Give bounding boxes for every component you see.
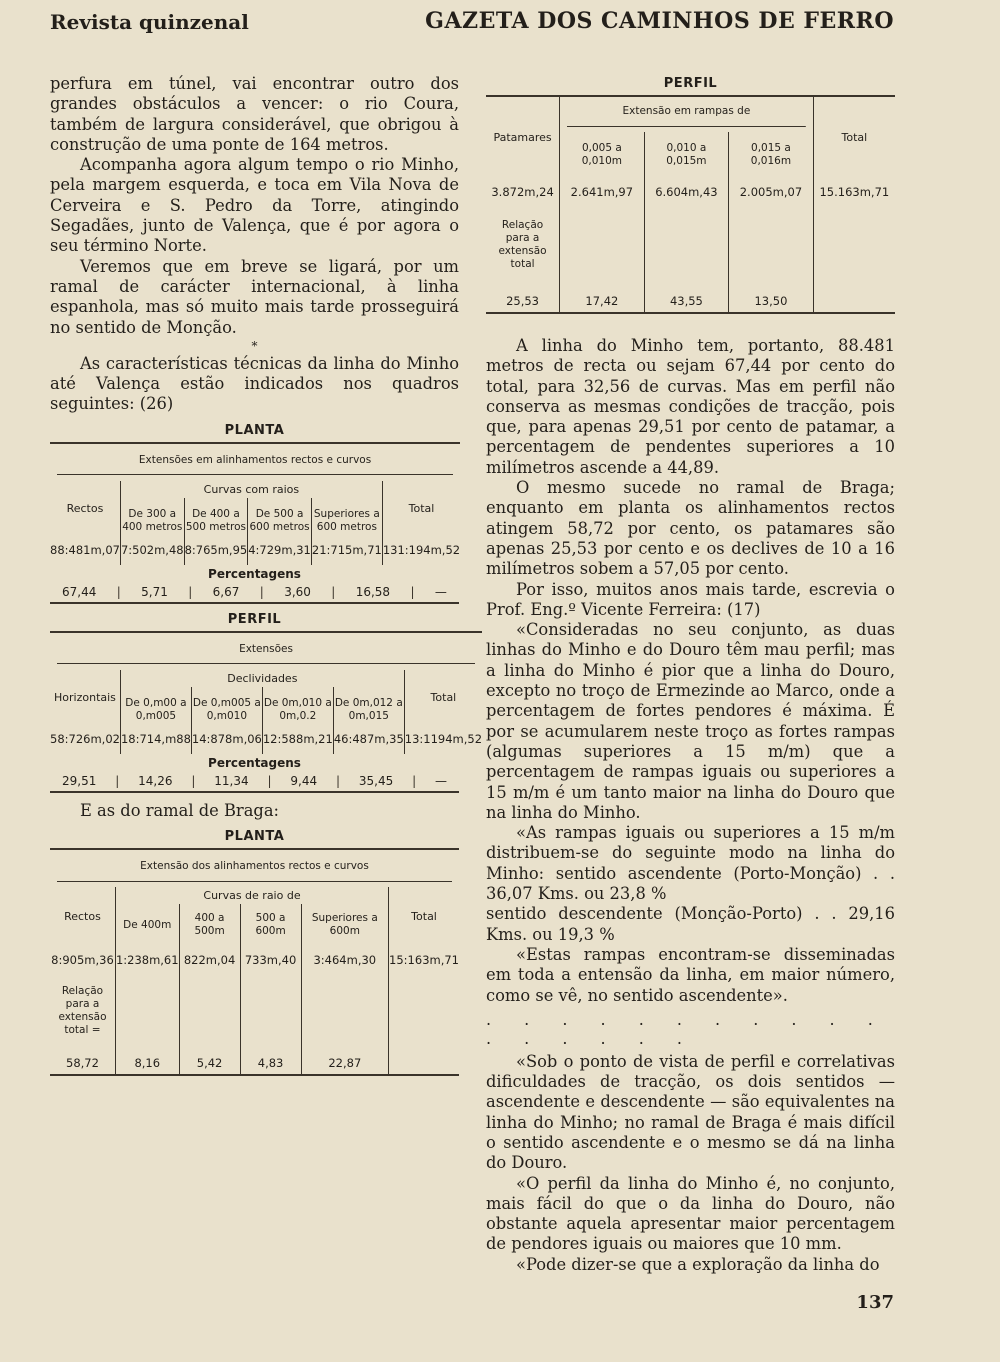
table-cell: 12:588m,21 — [262, 725, 333, 754]
column-header: De 400 a 500 metros — [184, 498, 248, 536]
percentages-title: Percentagens — [208, 566, 301, 581]
right-column — [486, 70, 895, 1275]
table-cell: 2.005m,07 — [729, 178, 814, 207]
table-title: PERFIL — [663, 76, 718, 91]
column-header: Rectos — [66, 501, 104, 515]
quote-paragraph: sentido descendente (Monção-Porto) . . 29,16 Kms. ou 19,3 % — [486, 904, 895, 944]
percentage-value: 6,67 — [212, 584, 240, 599]
table-cell: 88:481m,07 — [50, 542, 120, 557]
planta-minho-table — [50, 442, 460, 565]
row-label: Relação para a extensão total — [498, 219, 547, 270]
percentages-row: 29,51 | 14,26 | 11,34 | 9,44 | 35,45 | — — [50, 772, 459, 793]
table-cell: 4:729m,31 — [248, 536, 312, 565]
table-caption: Extensões — [50, 632, 482, 658]
running-header-title: GAZETA DOS CAMINHOS DE FERRO — [425, 8, 894, 34]
quote-paragraph: «Estas rampas encontram-se disseminadas em toda a entensão da linha, em maior número, como se vê, no sentido ascendente». — [486, 944, 895, 1005]
table-cell: 17,42 — [560, 283, 645, 313]
column-header: De 0,m005 a 0,m010 — [191, 687, 262, 725]
column-header: De 500 a 600 metros — [248, 498, 312, 536]
brace-divider — [57, 473, 453, 477]
quote-paragraph: «Pode dizer-se que a exploração da linha do — [516, 1254, 880, 1274]
percentages-title: Percentagens — [208, 755, 301, 770]
perfil-minho-table — [50, 631, 482, 754]
paragraph: E as do ramal de Braga: — [80, 800, 280, 820]
table-cell: 46:487m,35 — [333, 725, 404, 754]
planta-braga-table — [50, 848, 459, 1076]
perfil-braga-table — [486, 95, 895, 314]
table-cell: 43,55 — [644, 283, 729, 313]
table-title: PLANTA — [224, 829, 285, 845]
table-cell: 131:194m,52 — [382, 536, 460, 565]
table-cell: 8:765m,95 — [184, 536, 248, 565]
column-header: Total — [382, 481, 460, 536]
brace-divider — [567, 124, 806, 128]
column-header: Total — [389, 887, 459, 946]
percentage-value: 5,71 — [141, 584, 168, 599]
column-header: 0,005 a 0,010m — [560, 132, 645, 178]
column-header: 500 a 600m — [240, 904, 301, 946]
column-header: Total — [813, 96, 895, 178]
table-cell: 5,42 — [179, 1047, 240, 1075]
table-cell: 13:1194m,52 — [404, 725, 482, 754]
column-header: Total — [404, 670, 482, 725]
table-cell: 3.872m,24 — [491, 185, 554, 199]
paragraph: Por isso, muitos anos mais tarde, escrevia o Prof. Eng.º Vicente Ferreira: (17) — [486, 579, 895, 619]
ellipsis-dots: . . . . . . . . . . . . . . . . . — [486, 1009, 887, 1048]
table-caption: Extensão em rampas de — [560, 96, 814, 120]
table-cell: 733m,40 — [240, 946, 301, 975]
table-cell: 8,16 — [115, 1047, 179, 1075]
percentage-value: 3,60 — [284, 584, 311, 599]
column-header: Rectos — [64, 910, 101, 924]
column-header: De 0m,010 a 0m,0.2 — [262, 687, 333, 725]
table-cell: 58:726m,02 — [50, 731, 120, 746]
quote-paragraph: «Consideradas no seu conjunto, as duas linhas do Minho e do Douro têm mau perfil; mas a linha do Minho é pior que a linha do Douro, excepto no troço de Ermezinde ao Marco, onde a percentagem de fortes pendores é máxima. É por se acumularem neste troço as fortes rampas (algumas superiores a 15 m/m) que a percentagem de rampas iguais ou superiores a 15 m/m é um tanto maior na linha do Douro que na linha do Minho. — [486, 620, 895, 822]
section-asterisk: * — [251, 338, 258, 353]
table-cell: 58,72 — [50, 1047, 115, 1075]
percentage-value: 11,34 — [214, 773, 249, 788]
column-header: Superiores a 600 metros — [311, 498, 382, 536]
paragraph: As características técnicas da linha do Minho até Valença estão indicados nos quadros seguintes: (26) — [50, 353, 459, 414]
table-cell: 8:905m,36 — [51, 953, 114, 968]
percentage-value: 29,51 — [62, 773, 97, 788]
table-cell: 6.604m,43 — [644, 178, 729, 207]
table-title: PERFIL — [227, 611, 282, 627]
paragraph: A linha do Minho tem, portanto, 88.481 metros de recta ou sejam 67,44 por cento do total, para 32,56 de curvas. Mas em perfil não conserva as mesmas condições de tracção, pois que, para apenas 29,51 por cento de patamar, a percentagem de pendentes superiores a 10 milímetros ascende a 44,89. — [486, 336, 895, 477]
table-cell: 13,50 — [729, 283, 814, 313]
paragraph: Veremos que em breve se ligará, por um ramal de carácter internacional, à linha espanhola, mas só muito mais tarde prosseguirá no sentido de Monção. — [50, 256, 459, 337]
table-cell: 25,53 — [486, 283, 560, 313]
column-group-header: Curvas com raios — [120, 481, 382, 498]
table-cell: 3:464m,30 — [301, 946, 388, 975]
left-column — [50, 74, 483, 1076]
column-header: Patamares — [486, 96, 560, 178]
percentage-value: 67,44 — [62, 584, 97, 599]
table-cell: 1:238m,61 — [115, 946, 179, 975]
table-title: PLANTA — [224, 422, 285, 438]
column-header: De 400m — [115, 904, 179, 946]
brace-divider — [57, 662, 475, 666]
table-caption: Extensões em alinhamentos rectos e curvos — [50, 443, 460, 469]
percentage-value: — — [434, 584, 447, 599]
table-cell: 7:502m,48 — [120, 536, 184, 565]
paragraph: perfura em túnel, vai encontrar outro dos grandes obstáculos a vencer: o rio Coura, também de largura considerável, que obrigou à construção de uma ponte de 164 metros. — [50, 74, 459, 154]
row-label: Relação para a extensão total = — [58, 985, 107, 1037]
column-header: De 0,m00 a 0,m005 — [120, 687, 191, 725]
quote-paragraph: «O perfil da linha do Minho é, no conjunto, mais fácil do que o da linha do Douro, não obstante aquela apresentar maior percentagem de pendores iguais ou maiores que 10 mm. — [486, 1173, 895, 1254]
table-cell: 822m,04 — [179, 946, 240, 975]
brace-divider — [57, 879, 452, 883]
percentage-value: 16,58 — [355, 584, 391, 599]
paragraph: O mesmo sucede no ramal de Braga; enquanto em planta os alinhamentos rectos atingem 58,72 por cento, os patamares são apenas 25,53 por cento e os declives de 10 a 16 milímetros sobem a 57,05 por cento. — [486, 478, 895, 579]
table-cell: 15:163m,71 — [389, 946, 459, 975]
column-header: Horizontais — [54, 690, 116, 704]
paragraph: Acompanha agora algum tempo o rio Minho, pela margem esquerda, e toca em Vila Nova de Cerveira e S. Pedro da Torre, atingindo Segadães, junto de Valença, que é por agora o seu término Norte. — [50, 155, 459, 256]
table-cell: 22,87 — [301, 1047, 388, 1075]
table-cell: 4,83 — [240, 1047, 301, 1075]
column-header: 0,010 a 0,015m — [644, 132, 729, 178]
percentage-value: 35,45 — [358, 773, 394, 788]
table-cell: 18:714,m88 — [120, 725, 191, 754]
column-group-header: Curvas de raio de — [115, 887, 388, 904]
column-header: 0,015 a 0,016m — [729, 132, 814, 178]
percentage-value: — — [434, 773, 447, 788]
percentage-value: 9,44 — [290, 773, 318, 788]
column-header: De 0m,012 a 0m,015 — [333, 687, 404, 725]
table-caption: Extensão dos alinhamentos rectos e curvos — [50, 849, 459, 875]
quote-paragraph: «Sob o ponto de vista de perfil e correlativas dificuldades de tracção, os dois sentidos — ascendente e descendente — são equivalentes na linha do Minho; no ramal de Braga é mais difícil o sentido ascendente e o mesmo se dá na linha do Douro. — [486, 1051, 895, 1173]
column-header: Superiores a 600m — [301, 904, 388, 946]
percentage-value: 14,26 — [138, 773, 173, 788]
table-cell: 21:715m,71 — [311, 536, 382, 565]
column-header: 400 a 500m — [179, 904, 240, 946]
page-number: 137 — [856, 1292, 894, 1313]
table-cell: 2.641m,97 — [560, 178, 645, 207]
column-header: De 300 a 400 metros — [120, 498, 184, 536]
percentages-row: 67,44 | 5,71 | 6,67 | 3,60 | 16,58 | — — [50, 583, 459, 604]
table-cell: 15.163m,71 — [813, 178, 895, 207]
column-group-header: Declividades — [120, 670, 404, 687]
quote-paragraph: «As rampas iguais ou superiores a 15 m/m distribuem-se do seguinte modo na linha do Minho: sentido ascendente (Porto-Monção) . . 36,07 Kms. ou 23,8 % — [486, 823, 895, 904]
table-cell: 14:878m,06 — [191, 725, 262, 754]
running-header-left: Revista quinzenal — [50, 10, 249, 34]
